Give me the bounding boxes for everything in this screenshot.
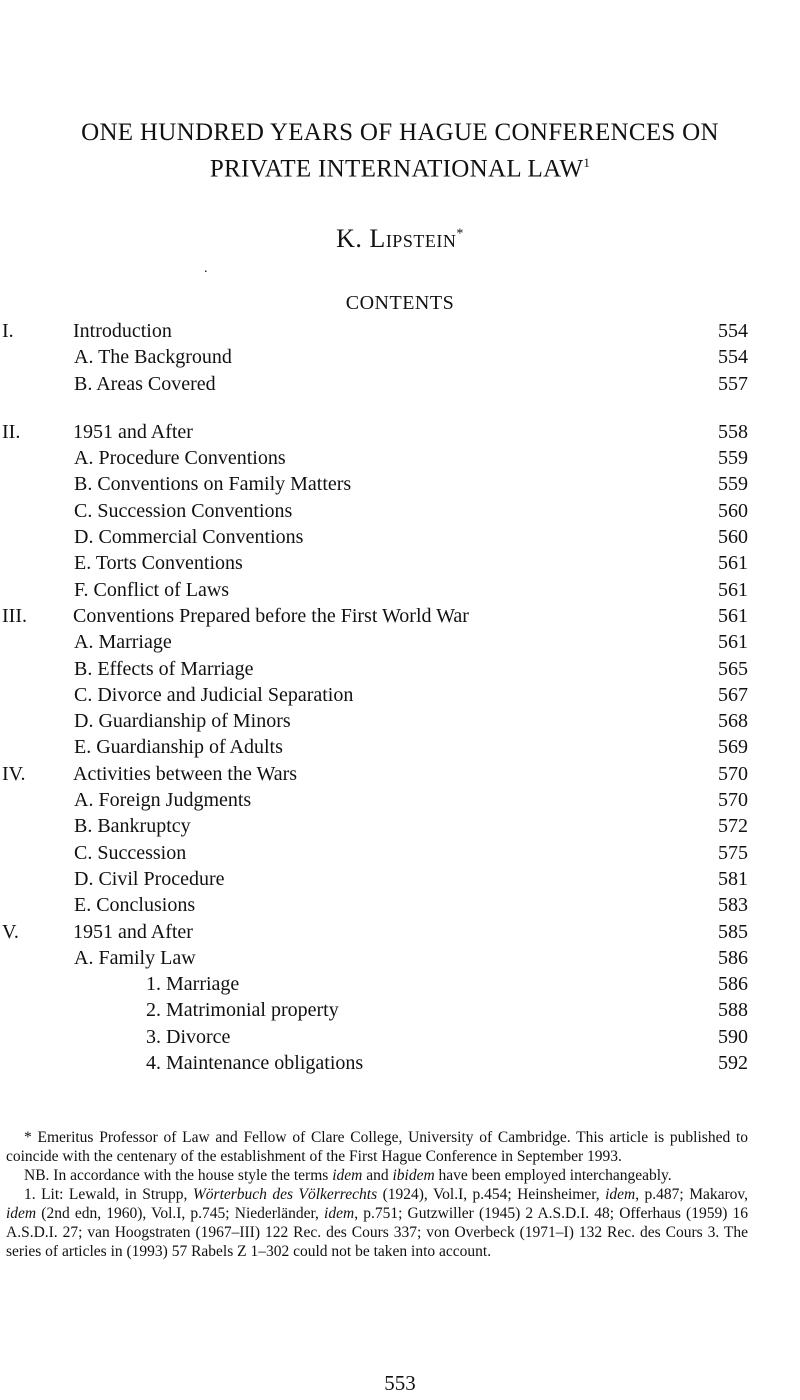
toc-page-number: 561 — [718, 631, 748, 654]
toc-page-number: 565 — [718, 657, 748, 680]
author-name: K. Lipstein* — [336, 224, 464, 253]
toc-section-label: 1951 and After — [73, 420, 193, 443]
toc-entry-label: A. Marriage — [74, 631, 172, 654]
toc-entry — [0, 734, 800, 760]
toc-entry — [0, 371, 800, 397]
toc-entry — [0, 445, 800, 471]
toc-page-number: 561 — [718, 578, 748, 601]
toc-section-2 — [0, 419, 800, 445]
toc-entry-label: C. Succession Conventions — [74, 499, 293, 522]
toc-entry — [0, 892, 800, 918]
toc-entry-label: A. The Background — [74, 346, 232, 369]
toc-subentry — [0, 1050, 800, 1076]
toc-entry — [0, 344, 800, 370]
toc-page-number: 592 — [718, 1052, 748, 1075]
toc-section-1 — [0, 318, 800, 344]
toc-section-label: Activities between the Wars — [73, 762, 298, 785]
toc-page-number: 560 — [718, 526, 748, 549]
toc-entry — [0, 550, 800, 576]
toc-entry — [0, 682, 800, 708]
toc-entry-label: D. Guardianship of Minors — [74, 710, 291, 733]
toc-page-number: 583 — [718, 894, 748, 917]
toc-entry — [0, 498, 800, 524]
toc-entry — [0, 840, 800, 866]
toc-section-label: 1951 and After — [73, 920, 193, 943]
stray-mark: . — [204, 261, 208, 276]
toc-subentry-label: 1. Marriage — [146, 973, 240, 996]
article-title — [0, 118, 800, 184]
toc-entry — [0, 813, 800, 839]
toc-page-number: 588 — [718, 999, 748, 1022]
toc-section-label: Conventions Prepared before the First World War — [73, 604, 469, 627]
toc-entry-label: F. Conflict of Laws — [74, 578, 230, 601]
contents-heading: CONTENTS — [345, 292, 455, 314]
toc-section-number: V. — [2, 920, 19, 943]
toc-entry-label: A. Procedure Conventions — [74, 447, 286, 470]
table-of-contents — [0, 318, 800, 1076]
footnote-author: * Emeritus Professor of Law and Fellow of Clare College, University of Cambridge. This article is published to coincide with the centenary of the establishment of the First Hague Conference in September 1993. — [6, 1129, 749, 1165]
toc-entry-label: A. Foreign Judgments — [74, 789, 252, 812]
toc-page-number: 581 — [718, 867, 748, 890]
toc-entry-label: E. Conclusions — [74, 894, 196, 917]
toc-subentry — [0, 1024, 800, 1050]
toc-entry-label: B. Areas Covered — [74, 372, 216, 395]
page-number: 553 — [384, 1371, 416, 1395]
toc-entry-label: C. Succession — [74, 841, 187, 864]
toc-page-number: 558 — [718, 420, 748, 443]
toc-page-number: 559 — [718, 447, 748, 470]
toc-section-5 — [0, 919, 800, 945]
toc-page-number: 572 — [718, 815, 748, 838]
toc-entry — [0, 577, 800, 603]
toc-section-4 — [0, 761, 800, 787]
toc-page-number: 557 — [718, 372, 748, 395]
toc-subentry — [0, 997, 800, 1023]
toc-subentry-label: 4. Maintenance obligations — [146, 1052, 364, 1075]
toc-entry-label: B. Effects of Marriage — [74, 657, 254, 680]
toc-entry — [0, 866, 800, 892]
toc-page-number: 569 — [718, 736, 748, 759]
toc-entry-label: E. Torts Conventions — [74, 552, 243, 575]
toc-subentry-label: 2. Matrimonial property — [146, 999, 339, 1022]
toc-page-number: 585 — [718, 920, 748, 943]
toc-entry — [0, 656, 800, 682]
toc-entry — [0, 471, 800, 497]
toc-page-number: 554 — [718, 346, 748, 369]
title-line-2: PRIVATE INTERNATIONAL LAW$^1$ — [209, 155, 591, 183]
toc-entry — [0, 629, 800, 655]
toc-page-number: 560 — [718, 499, 748, 522]
footnote-1: 1. Lit: Lewald, in Strupp, Wörterbuch des Völkerrechts (1924), Vol.I, p.454; Heinsheimer, idem, p.487; Makarov, idem (2nd edn, 1960), Vol.I, p.745; Niederländer, idem, p.751; Gutzwiller (1945) 2 A.S.D.I. 48; Offerhaus (1959) 16 A.S.D.I. 27; van Hoogstraten (1967–III) 122 Rec. des Cours 337; von Overbeck (1971–I) 132 Rec. des Cours 3. The series of articles in (1993) 57 Rabels Z 1–302 could not be taken into account. — [6, 1186, 749, 1260]
toc-subentry — [0, 971, 800, 997]
toc-subentry-label: 3. Divorce — [146, 1025, 231, 1048]
title-line-1: ONE HUNDRED YEARS OF HAGUE CONFERENCES ON — [81, 119, 719, 146]
toc-page-number: 586 — [718, 973, 748, 996]
toc-page-number: 561 — [718, 552, 748, 575]
toc-page-number: 559 — [718, 473, 748, 496]
toc-entry-label: D. Civil Procedure — [74, 867, 225, 890]
toc-page-number: 568 — [718, 710, 748, 733]
toc-entry — [0, 524, 800, 550]
toc-entry-label: B. Bankruptcy — [74, 815, 191, 838]
toc-page-number: 570 — [718, 789, 748, 812]
toc-page-number: 554 — [718, 320, 748, 342]
toc-section-number: IV. — [2, 762, 26, 785]
toc-entry-label: A. Family Law — [74, 946, 196, 969]
toc-page-number: 561 — [718, 604, 748, 627]
toc-entry — [0, 708, 800, 734]
toc-section-label: Introduction — [73, 320, 172, 342]
title-footnote-mark: 1 — [583, 155, 591, 170]
toc-entry-label: C. Divorce and Judicial Separation — [74, 683, 354, 706]
toc-page-number: 575 — [718, 841, 748, 864]
toc-page-number: 567 — [718, 683, 748, 706]
toc-section-number: II. — [2, 420, 21, 443]
toc-entry — [0, 945, 800, 971]
toc-entry-label: D. Commercial Conventions — [74, 526, 304, 549]
toc-entry-label: E. Guardianship of Adults — [74, 736, 283, 759]
footnote-nb: NB. In accordance with the house style the terms idem and ibidem have been employed interchangeably. — [24, 1167, 672, 1184]
toc-page-number: 570 — [718, 762, 748, 785]
toc-entry-label: B. Conventions on Family Matters — [74, 473, 352, 496]
footnotes — [6, 1128, 748, 1261]
author-footnote-mark: * — [456, 226, 464, 242]
toc-page-number: 586 — [718, 946, 748, 969]
toc-page-number: 590 — [718, 1025, 748, 1048]
toc-entry — [0, 787, 800, 813]
toc-section-3 — [0, 603, 800, 629]
toc-section-number: III. — [2, 604, 27, 627]
toc-section-number: I. — [2, 320, 14, 342]
